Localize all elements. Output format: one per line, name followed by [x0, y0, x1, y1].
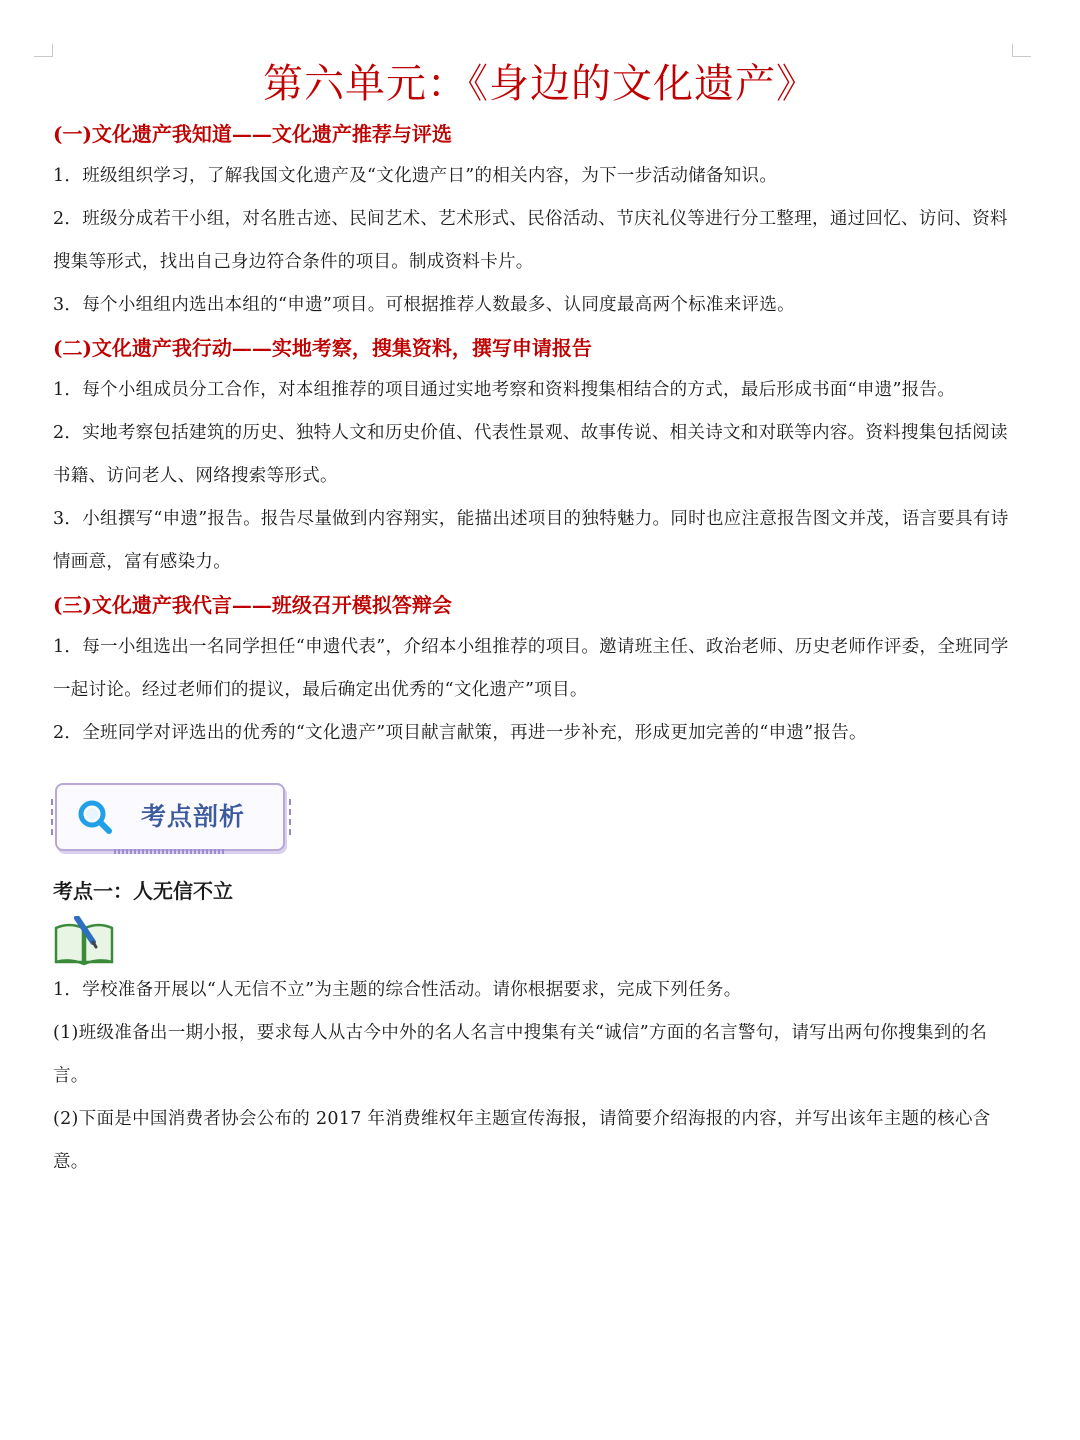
badge-label: 考点剖析	[141, 802, 246, 831]
paragraph-2-2: 2．实地考察包括建筑的历史、独特人文和历史价值、代表性景观、故事传说、相关诗文和对联等内容。资料搜集包括阅读书籍、访问老人、网络搜索等形式。	[53, 423, 1008, 486]
question-1-part-1: (1)班级准备出一期小报，要求每人从古今中外的名人名言中搜集有关“诚信”方面的名言警句，请写出两句你搜集到的名言。	[53, 1023, 988, 1086]
paragraph-1-2: 2．班级分成若干小组，对名胜古迹、民间艺术、艺术形式、民俗活动、节庆礼仪等进行分工整理，通过回忆、访问、资料搜集等形式，找出自己身边符合条件的项目。制成资料卡片。	[53, 209, 1008, 272]
section-heading-3: (三)文化遗产我代言——班级召开模拟答辩会	[53, 593, 452, 617]
search-icon	[77, 799, 113, 835]
section-heading-1: (一)文化遗产我知道——文化遗产推荐与评选	[53, 122, 452, 146]
kaodian-heading: 考点一：人无信不立	[53, 879, 233, 903]
badge-underline	[114, 849, 224, 854]
badge-dash-right	[286, 799, 291, 835]
paragraph-3-2: 2．全班同学对评选出的优秀的“文化遗产”项目献言献策，再进一步补充，形成更加完善的“申遗”报告。	[53, 723, 867, 743]
question-1: 1．学校准备开展以“人无信不立”为主题的综合性活动。请你根据要求，完成下列任务。	[53, 980, 742, 1000]
paragraph-1-3: 3．每个小组组内选出本组的“申遗”项目。可根据推荐人数最多、认同度最高两个标准来评选。	[53, 295, 795, 315]
paragraph-3-1: 1．每一小组选出一名同学担任“申遗代表”，介绍本小组推荐的项目。邀请班主任、政治老师、历史老师作评委，全班同学一起讨论。经过老师们的提议，最后确定出优秀的“文化遗产”项目。	[53, 637, 1009, 700]
book-pen-icon	[53, 916, 115, 966]
paragraph-2-1: 1．每个小组成员分工合作，对本组推荐的项目通过实地考察和资料搜集相结合的方式，最后形成书面“申遗”报告。	[53, 380, 956, 400]
paragraph-1-1: 1．班级组织学习，了解我国文化遗产及“文化遗产日”的相关内容，为下一步活动储备知识。	[53, 166, 778, 186]
page-title: 第六单元：《身边的文化遗产》	[263, 61, 817, 107]
paragraph-2-3: 3．小组撰写“申遗”报告。报告尽量做到内容翔实，能描出述项目的独特魅力。同时也应注意报告图文并茂，语言要具有诗情画意，富有感染力。	[53, 509, 1009, 572]
section-heading-2: (二)文化遗产我行动——实地考察，搜集资料，撰写申请报告	[53, 336, 592, 360]
question-1-part-2: (2)下面是中国消费者协会公布的 2017 年消费维权年主题宣传海报，请简要介绍海报的内容，并写出该年主题的核心含意。	[53, 1109, 991, 1172]
badge-dash-left	[51, 799, 56, 835]
kaodian-badge	[55, 783, 285, 851]
